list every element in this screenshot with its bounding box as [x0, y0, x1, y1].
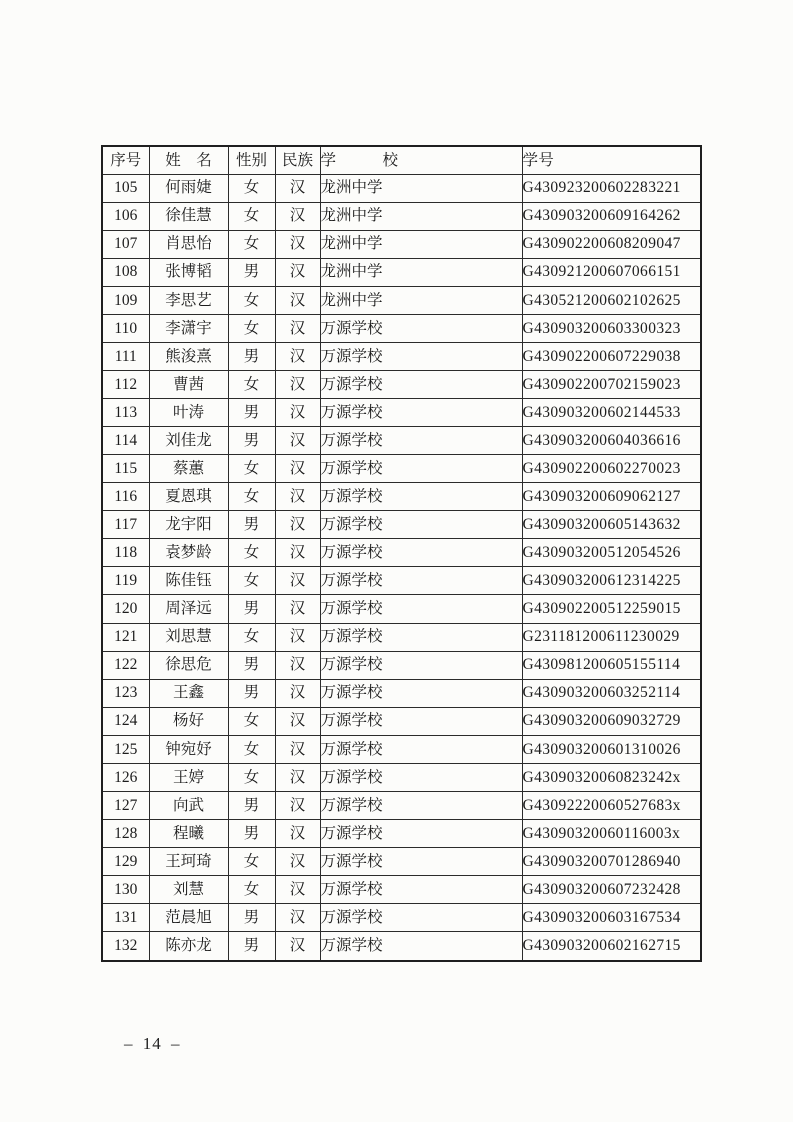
cell-gender: 男: [228, 427, 275, 455]
cell-ethnicity: 汉: [275, 539, 320, 567]
cell-name: 向武: [149, 791, 228, 819]
cell-school: 万源学校: [320, 623, 522, 651]
table-header-row: [102, 146, 701, 174]
cell-gender: 男: [228, 679, 275, 707]
cell-ethnicity: 汉: [275, 342, 320, 370]
cell-gender: 女: [228, 286, 275, 314]
cell-ethnicity: 汉: [275, 230, 320, 258]
cell-ethnicity: 汉: [275, 791, 320, 819]
cell-student-id: G430902200607229038: [522, 342, 701, 370]
cell-ethnicity: 汉: [275, 848, 320, 876]
cell-name: 王鑫: [149, 679, 228, 707]
col-header-student-id: 学号: [522, 146, 701, 174]
cell-index: 111: [102, 342, 149, 370]
cell-student-id: G430903200605143632: [522, 511, 701, 539]
cell-school: 万源学校: [320, 370, 522, 398]
table-row: [102, 595, 701, 623]
cell-index: 110: [102, 314, 149, 342]
cell-gender: 男: [228, 904, 275, 932]
cell-school: 万源学校: [320, 314, 522, 342]
cell-ethnicity: 汉: [275, 286, 320, 314]
cell-gender: 男: [228, 342, 275, 370]
cell-gender: 男: [228, 651, 275, 679]
cell-name: 周泽远: [149, 595, 228, 623]
cell-student-id: G430903200603300323: [522, 314, 701, 342]
cell-name: 王珂琦: [149, 848, 228, 876]
cell-gender: 男: [228, 595, 275, 623]
cell-name: 钟宛妤: [149, 735, 228, 763]
col-header-index: 序号: [102, 146, 149, 174]
cell-name: 袁梦龄: [149, 539, 228, 567]
table-row: [102, 651, 701, 679]
cell-gender: 女: [228, 735, 275, 763]
cell-name: 徐思危: [149, 651, 228, 679]
cell-gender: 男: [228, 819, 275, 847]
cell-student-id: G430903200602144533: [522, 399, 701, 427]
cell-name: 刘慧: [149, 876, 228, 904]
cell-index: 109: [102, 286, 149, 314]
cell-name: 程曦: [149, 819, 228, 847]
cell-name: 王婷: [149, 763, 228, 791]
table-row: [102, 399, 701, 427]
cell-student-id: G430903200607232428: [522, 876, 701, 904]
cell-gender: 女: [228, 567, 275, 595]
table-row: [102, 819, 701, 847]
cell-student-id: G430903200701286940: [522, 848, 701, 876]
cell-school: 万源学校: [320, 791, 522, 819]
cell-ethnicity: 汉: [275, 370, 320, 398]
cell-index: 105: [102, 174, 149, 202]
cell-index: 118: [102, 539, 149, 567]
cell-index: 129: [102, 848, 149, 876]
table-row: [102, 876, 701, 904]
cell-school: 万源学校: [320, 848, 522, 876]
cell-school: 万源学校: [320, 819, 522, 847]
cell-school: 万源学校: [320, 595, 522, 623]
cell-ethnicity: 汉: [275, 567, 320, 595]
cell-school: 万源学校: [320, 455, 522, 483]
table-row: [102, 342, 701, 370]
table-row: [102, 230, 701, 258]
table-row: [102, 904, 701, 932]
cell-ethnicity: 汉: [275, 876, 320, 904]
cell-ethnicity: 汉: [275, 904, 320, 932]
cell-gender: 女: [228, 623, 275, 651]
cell-school: 万源学校: [320, 567, 522, 595]
cell-gender: 女: [228, 230, 275, 258]
cell-name: 李潇宇: [149, 314, 228, 342]
cell-ethnicity: 汉: [275, 623, 320, 651]
cell-ethnicity: 汉: [275, 427, 320, 455]
cell-student-id: G430902200608209047: [522, 230, 701, 258]
cell-index: 128: [102, 819, 149, 847]
cell-index: 120: [102, 595, 149, 623]
cell-school: 万源学校: [320, 483, 522, 511]
cell-index: 113: [102, 399, 149, 427]
cell-name: 刘思慧: [149, 623, 228, 651]
cell-gender: 男: [228, 511, 275, 539]
cell-name: 李思艺: [149, 286, 228, 314]
cell-school: 万源学校: [320, 427, 522, 455]
cell-ethnicity: 汉: [275, 679, 320, 707]
cell-index: 119: [102, 567, 149, 595]
cell-gender: 女: [228, 876, 275, 904]
cell-student-id: G430902200702159023: [522, 370, 701, 398]
table-row: [102, 707, 701, 735]
table-row: [102, 202, 701, 230]
cell-school: 万源学校: [320, 735, 522, 763]
cell-index: 107: [102, 230, 149, 258]
cell-index: 116: [102, 483, 149, 511]
cell-index: 126: [102, 763, 149, 791]
cell-name: 徐佳慧: [149, 202, 228, 230]
col-header-school: 学 校: [320, 146, 522, 174]
cell-name: 熊浚熹: [149, 342, 228, 370]
table-row: [102, 370, 701, 398]
cell-gender: 男: [228, 258, 275, 286]
cell-gender: 女: [228, 707, 275, 735]
table-row: [102, 567, 701, 595]
cell-name: 叶涛: [149, 399, 228, 427]
cell-school: 万源学校: [320, 651, 522, 679]
cell-ethnicity: 汉: [275, 455, 320, 483]
cell-school: 龙洲中学: [320, 202, 522, 230]
cell-ethnicity: 汉: [275, 595, 320, 623]
cell-student-id: G430521200602102625: [522, 286, 701, 314]
cell-name: 夏恩琪: [149, 483, 228, 511]
table-row: [102, 483, 701, 511]
cell-student-id: G43090320060823242x: [522, 763, 701, 791]
cell-gender: 女: [228, 370, 275, 398]
cell-student-id: G430902200602270023: [522, 455, 701, 483]
student-roster-table: [101, 145, 702, 962]
cell-ethnicity: 汉: [275, 932, 320, 961]
cell-student-id: G430921200607066151: [522, 258, 701, 286]
cell-gender: 男: [228, 791, 275, 819]
cell-index: 125: [102, 735, 149, 763]
cell-index: 131: [102, 904, 149, 932]
cell-student-id: G430903200609164262: [522, 202, 701, 230]
cell-ethnicity: 汉: [275, 202, 320, 230]
cell-student-id: G430903200609032729: [522, 707, 701, 735]
cell-name: 张博韬: [149, 258, 228, 286]
cell-index: 121: [102, 623, 149, 651]
cell-ethnicity: 汉: [275, 314, 320, 342]
cell-student-id: G430903200604036616: [522, 427, 701, 455]
cell-school: 万源学校: [320, 876, 522, 904]
cell-ethnicity: 汉: [275, 651, 320, 679]
table-row: [102, 511, 701, 539]
table-body: [102, 174, 701, 961]
cell-student-id: G430903200512054526: [522, 539, 701, 567]
cell-index: 114: [102, 427, 149, 455]
cell-name: 杨好: [149, 707, 228, 735]
table-row: [102, 455, 701, 483]
table-row: [102, 623, 701, 651]
cell-school: 万源学校: [320, 399, 522, 427]
cell-ethnicity: 汉: [275, 511, 320, 539]
cell-index: 130: [102, 876, 149, 904]
cell-school: 万源学校: [320, 342, 522, 370]
cell-school: 万源学校: [320, 707, 522, 735]
table-row: [102, 679, 701, 707]
cell-student-id: G43090320060116003x: [522, 819, 701, 847]
cell-name: 陈佳钰: [149, 567, 228, 595]
cell-school: 龙洲中学: [320, 174, 522, 202]
cell-index: 115: [102, 455, 149, 483]
cell-index: 108: [102, 258, 149, 286]
cell-gender: 女: [228, 763, 275, 791]
cell-ethnicity: 汉: [275, 707, 320, 735]
cell-school: 万源学校: [320, 763, 522, 791]
table-row: [102, 763, 701, 791]
cell-school: 龙洲中学: [320, 258, 522, 286]
table-row: [102, 735, 701, 763]
cell-index: 127: [102, 791, 149, 819]
cell-name: 曹茜: [149, 370, 228, 398]
cell-student-id: G231181200611230029: [522, 623, 701, 651]
cell-name: 范晨旭: [149, 904, 228, 932]
cell-gender: 女: [228, 483, 275, 511]
cell-name: 蔡蕙: [149, 455, 228, 483]
table-row: [102, 174, 701, 202]
cell-name: 何雨婕: [149, 174, 228, 202]
table-header: [102, 146, 701, 174]
cell-ethnicity: 汉: [275, 258, 320, 286]
cell-ethnicity: 汉: [275, 819, 320, 847]
cell-ethnicity: 汉: [275, 763, 320, 791]
cell-student-id: G430981200605155114: [522, 651, 701, 679]
cell-student-id: G430903200601310026: [522, 735, 701, 763]
col-header-ethnicity: 民族: [275, 146, 320, 174]
cell-student-id: G430903200612314225: [522, 567, 701, 595]
cell-gender: 女: [228, 539, 275, 567]
table-row: [102, 932, 701, 961]
table-row: [102, 539, 701, 567]
cell-student-id: G430903200603167534: [522, 904, 701, 932]
cell-name: 肖思怡: [149, 230, 228, 258]
cell-ethnicity: 汉: [275, 174, 320, 202]
cell-school: 万源学校: [320, 932, 522, 961]
cell-index: 106: [102, 202, 149, 230]
cell-gender: 女: [228, 848, 275, 876]
cell-gender: 男: [228, 932, 275, 961]
cell-gender: 女: [228, 314, 275, 342]
cell-ethnicity: 汉: [275, 483, 320, 511]
cell-name: 龙宇阳: [149, 511, 228, 539]
cell-school: 万源学校: [320, 511, 522, 539]
cell-index: 123: [102, 679, 149, 707]
cell-index: 112: [102, 370, 149, 398]
cell-index: 124: [102, 707, 149, 735]
cell-gender: 女: [228, 174, 275, 202]
cell-school: 龙洲中学: [320, 286, 522, 314]
cell-ethnicity: 汉: [275, 399, 320, 427]
col-header-gender: 性别: [228, 146, 275, 174]
cell-school: 万源学校: [320, 679, 522, 707]
table-row: [102, 314, 701, 342]
cell-gender: 女: [228, 202, 275, 230]
cell-index: 117: [102, 511, 149, 539]
table-row: [102, 848, 701, 876]
cell-student-id: G430902200512259015: [522, 595, 701, 623]
cell-index: 132: [102, 932, 149, 961]
cell-school: 万源学校: [320, 539, 522, 567]
table-row: [102, 427, 701, 455]
cell-name: 陈亦龙: [149, 932, 228, 961]
cell-student-id: G430923200602283221: [522, 174, 701, 202]
cell-student-id: G430903200603252114: [522, 679, 701, 707]
cell-gender: 女: [228, 455, 275, 483]
cell-ethnicity: 汉: [275, 735, 320, 763]
page-number: – 14 –: [124, 1034, 181, 1053]
cell-school: 龙洲中学: [320, 230, 522, 258]
cell-index: 122: [102, 651, 149, 679]
cell-name: 刘佳龙: [149, 427, 228, 455]
table-row: [102, 258, 701, 286]
col-header-name: 姓 名: [149, 146, 228, 174]
cell-gender: 男: [228, 399, 275, 427]
table-row: [102, 286, 701, 314]
cell-student-id: G43092220060527683x: [522, 791, 701, 819]
cell-student-id: G430903200609062127: [522, 483, 701, 511]
cell-student-id: G430903200602162715: [522, 932, 701, 961]
table-row: [102, 791, 701, 819]
cell-school: 万源学校: [320, 904, 522, 932]
